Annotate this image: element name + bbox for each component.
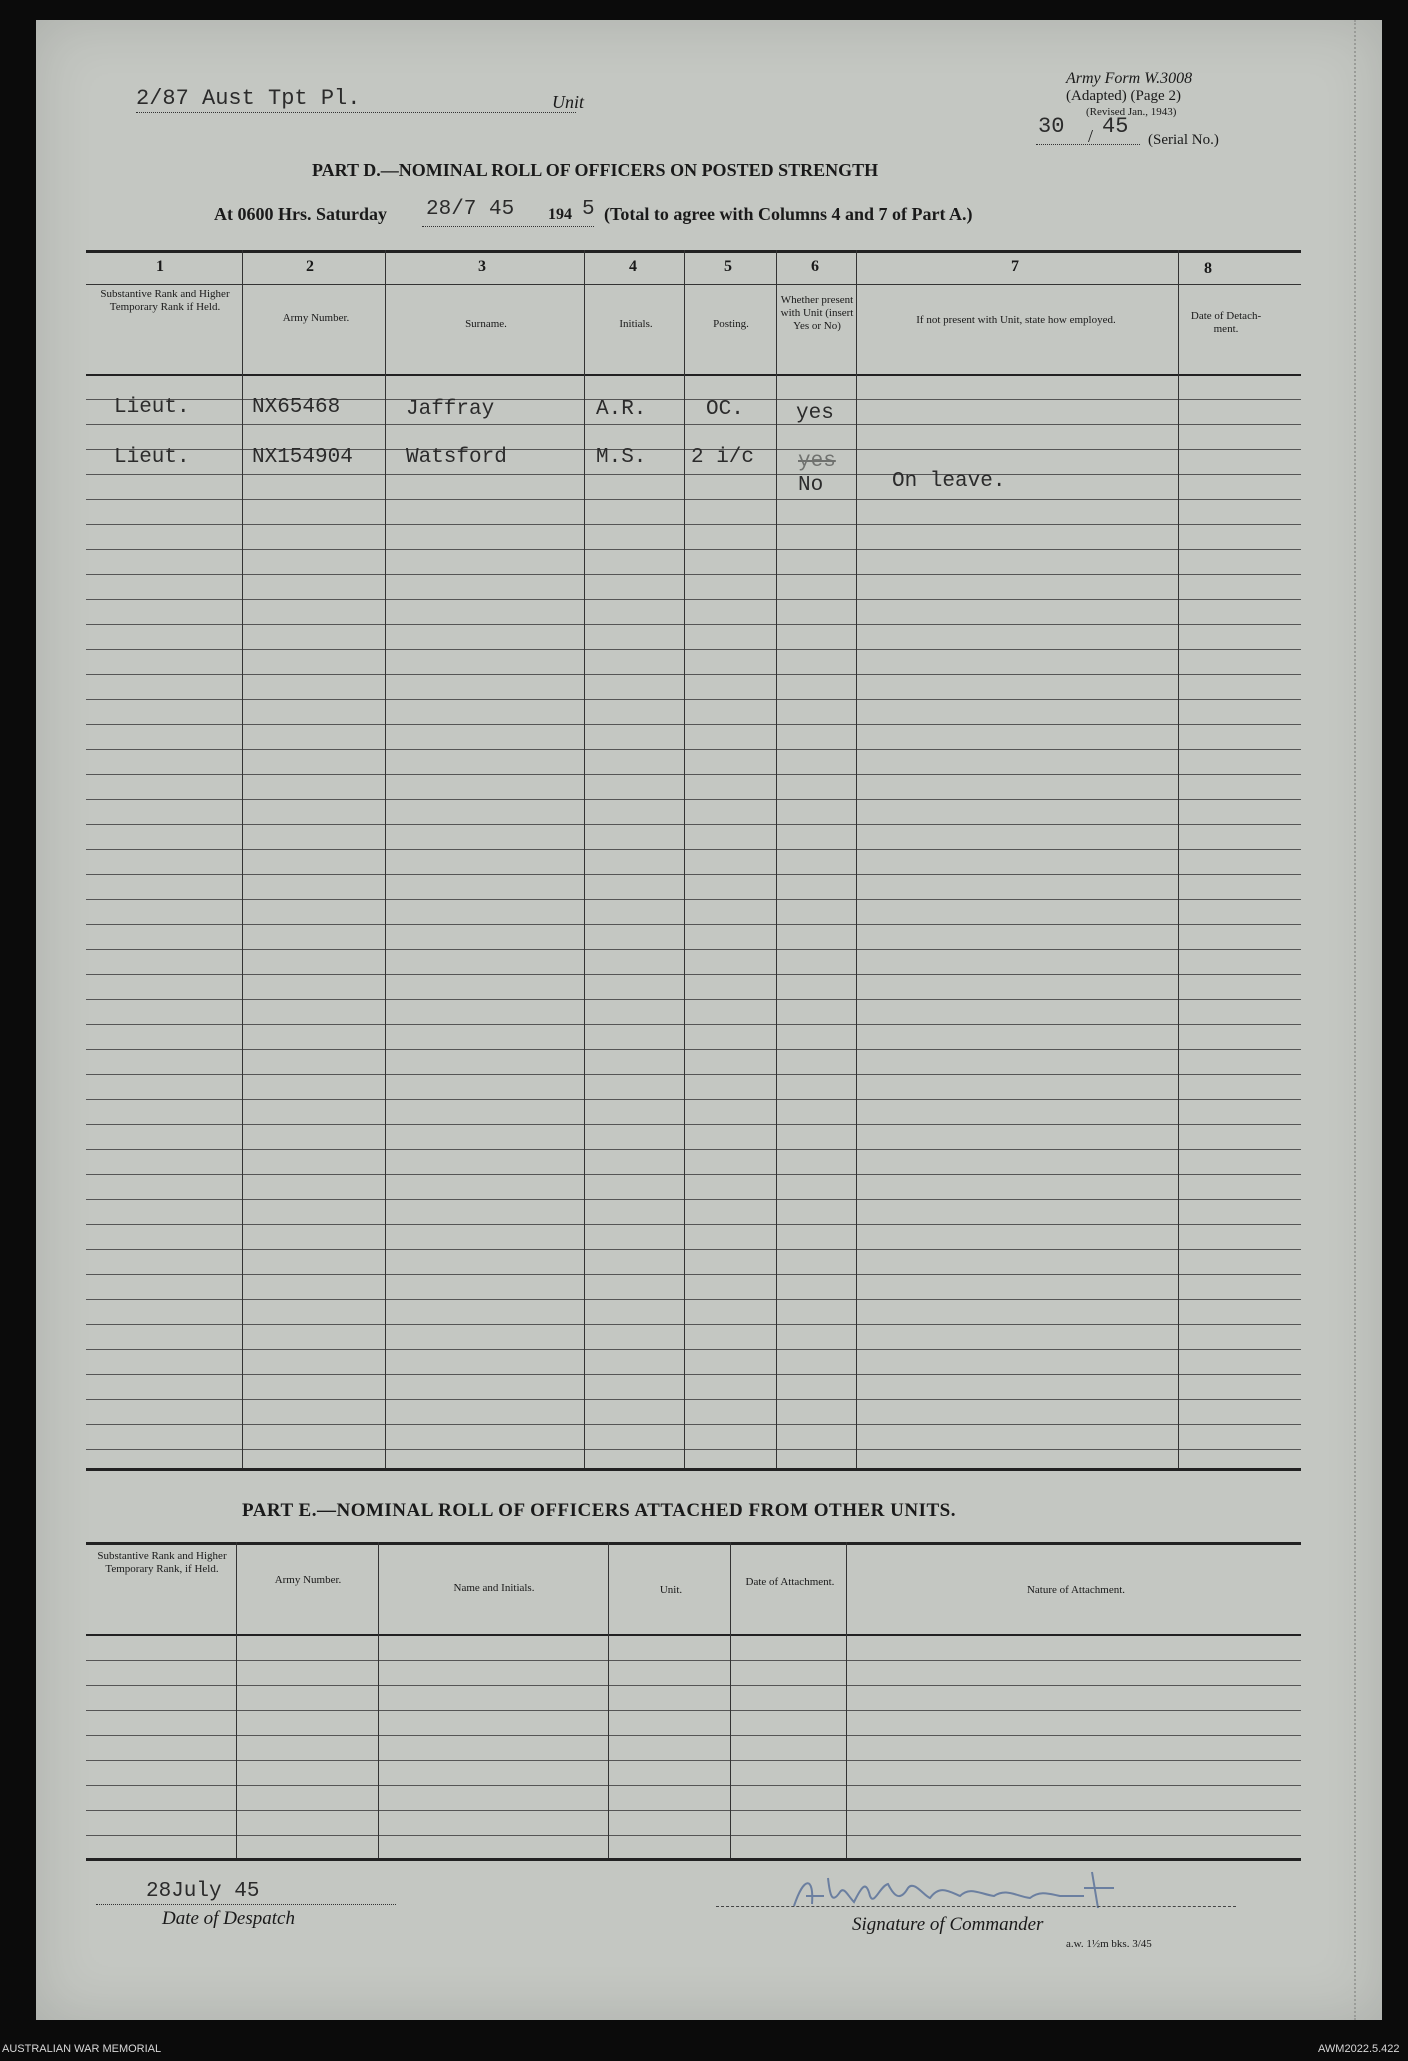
- part-d-title: PART D.—NOMINAL ROLL OF OFFICERS ON POSTED STRENGTH: [312, 160, 879, 180]
- part-d-rule-line: [86, 599, 1301, 600]
- row2-initials: M.S.: [596, 446, 647, 469]
- part-e-rule-line: [86, 1760, 1301, 1761]
- unit-value: 2/87 Aust Tpt Pl.: [136, 86, 361, 111]
- part-d-rule-line: [86, 524, 1301, 525]
- part-e-rule-line: [86, 1685, 1301, 1686]
- part-d-rule-line: [86, 724, 1301, 725]
- form-sheet: [36, 20, 1382, 2020]
- part-e-rule-line: [86, 1785, 1301, 1786]
- row2-posting: 2 i/c: [691, 446, 755, 469]
- part-e-rule-line: [86, 1660, 1301, 1661]
- despatch-value: 28July 45: [146, 1880, 260, 1903]
- part-d-rule-line: [86, 1049, 1301, 1050]
- row2-surname: Watsford: [406, 446, 507, 469]
- part-d-rule-line: [86, 1449, 1301, 1450]
- part-d-rule-line: [86, 1074, 1301, 1075]
- col-header-initials: Initials.: [619, 318, 653, 330]
- archive-name: AUSTRALIAN WAR MEMORIAL: [2, 2043, 162, 2055]
- row1-present: yes: [796, 402, 834, 425]
- archive-footer-bar: [0, 2040, 1408, 2061]
- date-underline: [422, 226, 594, 227]
- part-d-rule-line: [86, 1424, 1301, 1425]
- col-num-8: 8: [1204, 260, 1212, 277]
- unit-label: Unit: [552, 92, 585, 112]
- col-num-1: 1: [156, 258, 164, 275]
- part-d-rule-line: [86, 1399, 1301, 1400]
- part-d-rule-line: [86, 1324, 1301, 1325]
- col-header-employed: If not present with Unit, state how employed.: [916, 314, 1116, 326]
- part-d-rule-line: [86, 1024, 1301, 1025]
- e-col-header-army-number: Army Number.: [274, 1574, 342, 1586]
- e-col-header-nature: Nature of Attachment.: [1026, 1584, 1126, 1596]
- commander-signature: [784, 1866, 1264, 1916]
- serial-underline: [1036, 144, 1140, 145]
- col-header-present: Whether present with Unit (insert Yes or No): [780, 294, 854, 332]
- e-col-header-date: Date of Attachment.: [745, 1576, 835, 1588]
- row1-rank: Lieut.: [114, 396, 190, 419]
- part-d-rule-line: [86, 549, 1301, 550]
- date-prefix: At 0600 Hrs. Saturday: [214, 204, 388, 224]
- date-suffix: (Total to agree with Columns 4 and 7 of Part A.): [604, 204, 973, 224]
- col-header-detachment: Date of Detach-ment.: [1190, 310, 1262, 335]
- part-d-rule-line: [86, 649, 1301, 650]
- part-d-rule-line: [86, 1224, 1301, 1225]
- part-d-rule-line: [86, 1374, 1301, 1375]
- part-d-rule-line: [86, 424, 1301, 425]
- part-d-rule-line: [86, 774, 1301, 775]
- row1-number: NX65468: [252, 396, 341, 419]
- serial-slash: /: [1088, 126, 1094, 146]
- part-e-rule-line: [86, 1735, 1301, 1736]
- part-d-rule-line: [86, 699, 1301, 700]
- col-header-surname: Surname.: [465, 318, 507, 330]
- part-d-rule-line: [86, 1249, 1301, 1250]
- part-d-rule-line: [86, 1199, 1301, 1200]
- perforated-edge: [1354, 20, 1358, 2020]
- row2-present: No: [798, 474, 824, 497]
- e-col-header-rank: Substantive Rank and Higher Temporary Rank, if Held.: [97, 1550, 227, 1575]
- form-name: Army Form W.3008: [1066, 70, 1193, 87]
- part-d-rule-line: [86, 1099, 1301, 1100]
- part-d-rule-line: [86, 1274, 1301, 1275]
- part-d-rule-line: [86, 999, 1301, 1000]
- part-d-rule-line: [86, 1349, 1301, 1350]
- part-d-rule-line: [86, 849, 1301, 850]
- part-d-rule-line: [86, 824, 1301, 825]
- row1-initials: A.R.: [596, 398, 647, 421]
- form-adapted: (Adapted) (Page 2): [1066, 88, 1181, 104]
- part-d-rule-line: [86, 499, 1301, 500]
- col-num-3: 3: [478, 258, 486, 275]
- part-d-rule-line: [86, 1174, 1301, 1175]
- part-d-rule-line: [86, 574, 1301, 575]
- row1-surname: Jaffray: [406, 398, 495, 421]
- part-d-rule-line: [86, 899, 1301, 900]
- part-d-rule-line: [86, 749, 1301, 750]
- row2-employed: On leave.: [892, 470, 1006, 493]
- signature-underline: [716, 1906, 1236, 1907]
- part-d-rule-line: [86, 1299, 1301, 1300]
- date-value: 28/7 45: [426, 198, 515, 221]
- e-col-header-name: Name and Initials.: [453, 1582, 535, 1594]
- part-d-rule-line: [86, 874, 1301, 875]
- col-header-army-number: Army Number.: [282, 312, 350, 324]
- signature-label: Signature of Commander: [852, 1914, 1044, 1935]
- part-e-rule-line: [86, 1835, 1301, 1836]
- part-d-rule-line: [86, 799, 1301, 800]
- part-d-rule-line: [86, 924, 1301, 925]
- part-e-rule-line: [86, 1810, 1301, 1811]
- row2-number: NX154904: [252, 446, 353, 469]
- row2-rank: Lieut.: [114, 446, 190, 469]
- serial-value: 30: [1038, 114, 1065, 139]
- row2-present-struck: yes: [798, 450, 836, 473]
- col-num-4: 4: [629, 258, 637, 275]
- part-e-rule-line: [86, 1710, 1301, 1711]
- archive-accession: AWM2022.5.422: [1318, 2043, 1400, 2055]
- part-d-rule-line: [86, 474, 1301, 475]
- col-header-rank: Substantive Rank and Higher Temporary Rank if Held.: [100, 288, 230, 313]
- serial-label: (Serial No.): [1148, 132, 1219, 148]
- col-num-5: 5: [724, 258, 732, 275]
- row1-posting: OC.: [706, 398, 744, 421]
- part-d-rule-line: [86, 1149, 1301, 1150]
- part-d-rule-line: [86, 974, 1301, 975]
- part-d-rule-line: [86, 949, 1301, 950]
- despatch-label: Date of Despatch: [162, 1908, 295, 1929]
- part-d-rule-line: [86, 624, 1301, 625]
- date-year-printed: 194: [548, 206, 572, 223]
- part-d-rule-line: [86, 674, 1301, 675]
- date-year-digit: 5: [582, 198, 595, 221]
- despatch-underline: [96, 1904, 396, 1905]
- col-num-6: 6: [811, 258, 819, 275]
- print-code: a.w. 1½m bks. 3/45: [1066, 1938, 1152, 1950]
- col-num-2: 2: [306, 258, 314, 275]
- col-num-7: 7: [1011, 258, 1019, 275]
- part-e-title: PART E.—NOMINAL ROLL OF OFFICERS ATTACHED FROM OTHER UNITS.: [242, 1500, 956, 1521]
- unit-underline: [136, 112, 576, 113]
- e-col-header-unit: Unit.: [659, 1584, 683, 1596]
- serial-year: 45: [1102, 114, 1129, 139]
- form-revised: (Revised Jan., 1943): [1086, 106, 1177, 118]
- part-d-rule-line: [86, 1124, 1301, 1125]
- col-header-posting: Posting.: [713, 318, 749, 330]
